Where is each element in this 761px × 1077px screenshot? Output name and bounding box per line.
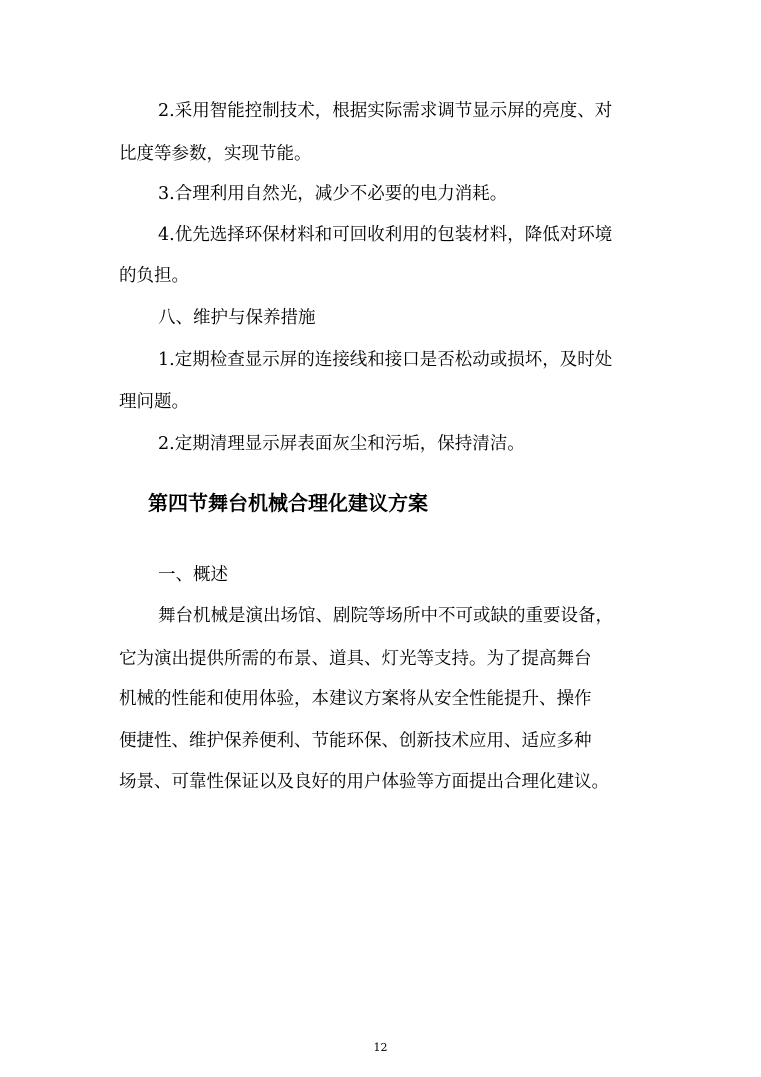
text-line: 的负担。: [119, 266, 189, 286]
text-line: 2.定期清理显示屏表面灰尘和污垢，保持清洁。: [158, 434, 525, 454]
subheading: 一、概述: [158, 565, 228, 585]
text-line: 理问题。: [119, 392, 189, 412]
page-number: 12: [373, 1041, 388, 1054]
text-line: 2.采用智能控制技术，根据实际需求调节显示屏的亮度、对: [158, 101, 613, 121]
subheading: 八、维护与保养措施: [158, 308, 316, 328]
text-line: 4.优先选择环保材料和可回收利用的包装材料，降低对环境: [158, 225, 613, 245]
text-line: 比度等参数，实现节能。: [119, 144, 312, 164]
text-line: 舞台机械是演出场馆、剧院等场所中不可或缺的重要设备，: [158, 606, 613, 626]
text-line: 场景、可靠性保证以及良好的用户体验等方面提出合理化建议。: [119, 772, 609, 792]
text-line: 1.定期检查显示屏的连接线和接口是否松动或损坏，及时处: [158, 350, 613, 370]
text-line: 它为演出提供所需的布景、道具、灯光等支持。为了提高舞台: [119, 649, 592, 669]
text-line: 3.合理利用自然光，减少不必要的电力消耗。: [158, 184, 508, 204]
text-line: 机械的性能和使用体验，本建议方案将从安全性能提升、操作: [119, 689, 592, 709]
section-title: 第四节舞台机械合理化建议方案: [148, 491, 428, 515]
text-line: 便捷性、维护保养便利、节能环保、创新技术应用、适应多种: [119, 731, 592, 751]
